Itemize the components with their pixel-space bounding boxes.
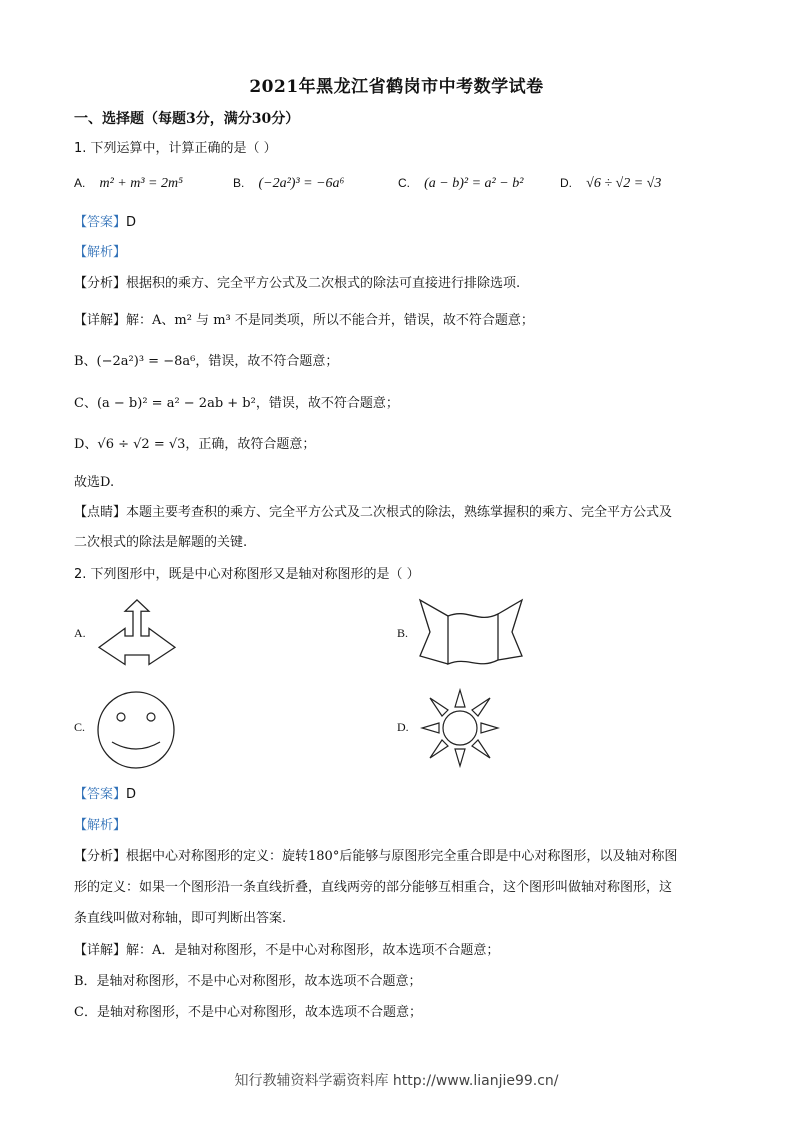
sun-ray-top-right — [472, 698, 490, 716]
q2-detail-b: B．是轴对称图形，不是中心对称图形，故本选项不合题意； — [74, 974, 422, 989]
q1-comment-line2: 二次根式的除法是解题的关键. — [74, 535, 248, 550]
sun-ray-right — [481, 723, 498, 733]
q1-option-c — [398, 176, 523, 192]
option-label: A. — [74, 176, 86, 190]
q2-label-b: B. — [397, 626, 409, 640]
q1-analysis-tag: 【解析】 — [74, 245, 127, 260]
right-eye — [147, 713, 155, 721]
option-expression: (−2a²)³ = −6a⁶ — [258, 176, 345, 191]
q1-option-d — [560, 176, 661, 192]
q2-fenxi-line1: 【分析】根据中心对称图形的定义：旋转180°后能够与原图形完全重合即是中心对称图形，以及轴对称图 — [74, 849, 678, 864]
page-title: 2021年黑龙江省鹤岗市中考数学试卷 — [249, 77, 544, 97]
answer-value: D — [126, 215, 137, 230]
face-outline — [98, 692, 174, 768]
sun-disc — [443, 711, 477, 745]
arrows-figure — [95, 598, 179, 668]
q1-choose: 故选D. — [74, 475, 115, 490]
ribbon-center-shape — [448, 614, 498, 664]
smile-mouth — [112, 742, 160, 749]
section-heading: 一、选择题（每题3分，满分30分） — [74, 111, 300, 127]
q1-stem: 1. 下列运算中，计算正确的是（ ） — [74, 141, 277, 156]
answer-value: D — [126, 787, 137, 802]
answer-tag: 【答案】 — [74, 215, 127, 230]
q1-detail-a: 【详解】解：A、m² 与 m³ 不是同类项，所以不能合并，错误，故不符合题意； — [74, 313, 534, 328]
q2-detail-a: 【详解】解：A．是轴对称图形，不是中心对称图形，故本选项不合题意； — [74, 943, 500, 958]
sun-ray-bottom-left — [430, 740, 448, 758]
option-expression: m² + m³ = 2m⁵ — [99, 176, 183, 191]
answer-tag: 【答案】 — [74, 787, 127, 802]
sun-ray-bottom — [455, 749, 465, 766]
footer-watermark: 知行教辅资料学霸资料库 http://www.lianjie99.cn/ — [234, 1073, 559, 1089]
q2-label-a: A. — [74, 626, 86, 640]
q1-detail-c: C、(a − b)² = a² − 2ab + b²，错误，故不符合题意； — [74, 396, 399, 411]
sun-ray-bottom-right — [472, 740, 490, 758]
option-expression: √6 ÷ √2 = √3 — [586, 176, 662, 191]
sun-ray-top — [455, 690, 465, 707]
q2-label-d: D. — [397, 720, 409, 734]
q1-option-b — [233, 176, 344, 192]
sun-ray-top-left — [430, 698, 448, 716]
q1-detail-b: B、(−2a²)³ = −8a⁶，错误，故不符合题意； — [74, 354, 339, 369]
q2-answer — [74, 786, 136, 804]
option-label: C. — [398, 176, 410, 190]
q2-detail-c: C．是轴对称图形，不是中心对称图形，故本选项不合题意； — [74, 1005, 422, 1020]
q2-fenxi-line2: 形的定义：如果一个图形沿一条直线折叠，直线两旁的部分能够互相重合，这个图形叫做轴对称图形，这 — [74, 880, 673, 895]
q2-stem: 2. 下列图形中，既是中心对称图形又是轴对称图形的是（ ） — [74, 567, 420, 582]
option-label: B. — [233, 176, 245, 190]
option-label: D. — [560, 176, 572, 190]
q2-analysis-tag: 【解析】 — [74, 818, 127, 833]
sun-ray-left — [422, 723, 439, 733]
ribbon-figure — [418, 598, 524, 668]
q1-fenxi: 【分析】根据积的乘方、完全平方公式及二次根式的除法可直接进行排除选项. — [74, 276, 521, 291]
q1-answer — [74, 214, 136, 232]
q1-detail-d: D、√6 ÷ √2 = √3，正确，故符合题意； — [74, 437, 316, 452]
q2-label-c: C. — [74, 720, 86, 734]
q2-fenxi-line3: 条直线叫做对称轴，即可判断出答案. — [74, 911, 287, 926]
three-way-arrow-shape — [99, 600, 175, 665]
q1-option-a — [74, 176, 183, 192]
smiley-face-figure — [96, 690, 176, 770]
ribbon-right-tail — [498, 600, 522, 660]
sun-figure — [420, 688, 500, 768]
option-expression: (a − b)² = a² − b² — [424, 176, 524, 191]
ribbon-left-tail — [420, 600, 448, 664]
left-eye — [117, 713, 125, 721]
q1-comment-line1: 【点睛】本题主要考查积的乘方、完全平方公式及二次根式的除法，熟练掌握积的乘方、完全平方公式及 — [74, 505, 673, 520]
